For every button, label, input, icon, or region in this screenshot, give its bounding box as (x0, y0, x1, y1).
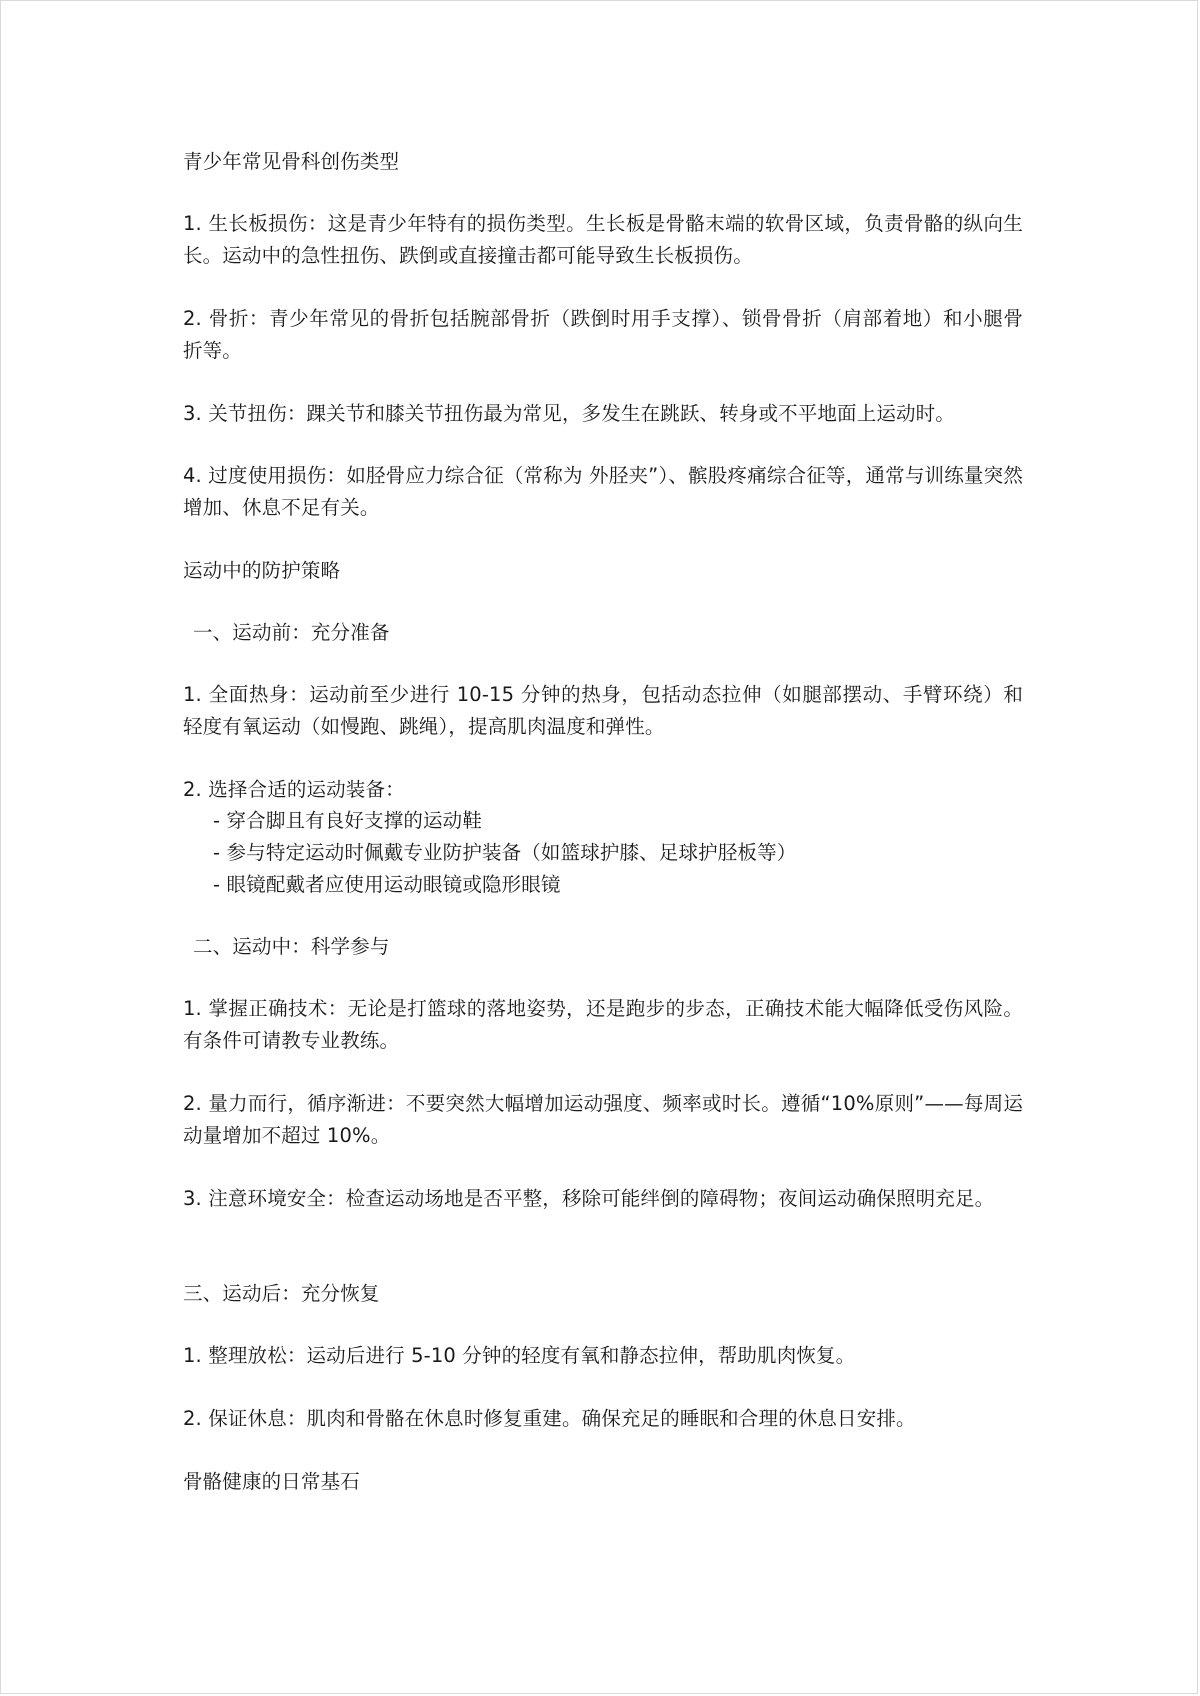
paragraph-correct-technique: 1. 掌握正确技术：无论是打篮球的落地姿势，还是跑步的步态，正确技术能大幅降低受伤风险。有条件可请教专业教练。 (183, 997, 1023, 1052)
paragraph-rest: 2. 保证休息：肌肉和骨骼在休息时修复重建。确保充足的睡眠和合理的休息日安排。 (183, 1407, 916, 1430)
section-title-protection-strategy: 运动中的防护策略 (183, 559, 341, 582)
list-item-shoes: - 穿合脚且有良好支撑的运动鞋 (213, 809, 482, 832)
paragraph-cool-down: 1. 整理放松：运动后进行 5-10 分钟的轻度有氧和静态拉伸，帮助肌肉恢复。 (183, 1344, 856, 1367)
paragraph-gradual-progress: 2. 量力而行，循序渐进：不要突然大幅增加运动强度、频率或时长。遵循“10%原则”——每周运动量增加不超过 10%。 (183, 1092, 1023, 1147)
paragraph-overuse-injury: 4. 过度使用损伤：如胫骨应力综合征（常称为 外胫夹”）、髌股疼痛综合征等，通常与训练量突然增加、休息不足有关。 (183, 464, 1023, 519)
subheading-during-exercise: 二、运动中：科学参与 (193, 935, 390, 958)
subheading-after-exercise: 三、运动后：充分恢复 (183, 1282, 380, 1305)
paragraph-joint-sprain: 3. 关节扭伤：踝关节和膝关节扭伤最为常见，多发生在跳跃、转身或不平地面上运动时。 (183, 402, 955, 425)
paragraph-fracture: 2. 骨折：青少年常见的骨折包括腕部骨折（跌倒时用手支撑）、锁骨骨折（肩部着地）和小腿骨折等。 (183, 307, 1023, 362)
paragraph-environment-safety: 3. 注意环境安全：检查运动场地是否平整，移除可能绊倒的障碍物；夜间运动确保照明充足。 (183, 1187, 995, 1210)
subheading-before-exercise: 一、运动前：充分准备 (193, 621, 390, 644)
list-item-glasses: - 眼镜配戴者应使用运动眼镜或隐形眼镜 (213, 873, 561, 896)
list-item-protective-gear: - 参与特定运动时佩戴专业防护装备（如篮球护膝、足球护胫板等） (213, 841, 797, 864)
section-title-injury-types: 青少年常见骨科创伤类型 (183, 150, 400, 173)
paragraph-warm-up: 1. 全面热身：运动前至少进行 10-15 分钟的热身，包括动态拉伸（如腿部摆动、手臂环绕）和轻度有氧运动（如慢跑、跳绳），提高肌肉温度和弹性。 (183, 683, 1023, 738)
paragraph-equipment-title: 2. 选择合适的运动装备： (183, 778, 405, 801)
section-title-bone-health: 骨骼健康的日常基石 (183, 1470, 360, 1493)
paragraph-growth-plate-injury: 1. 生长板损伤：这是青少年特有的损伤类型。生长板是骨骼末端的软骨区域，负责骨骼的纵向生长。运动中的急性扭伤、跌倒或直接撞击都可能导致生长板损伤。 (183, 212, 1023, 267)
